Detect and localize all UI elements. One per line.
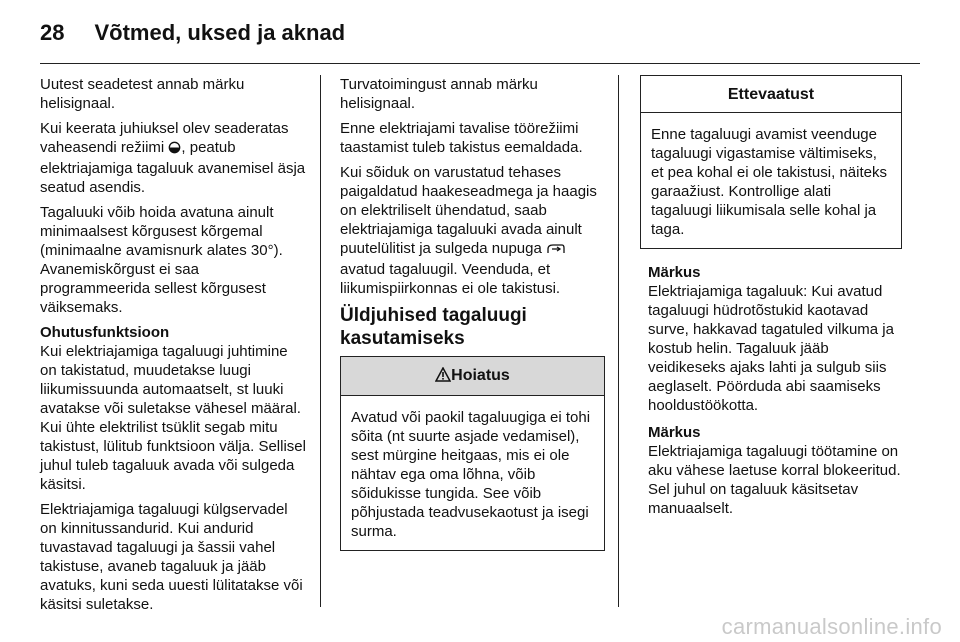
section-heading: Üldjuhised tagaluugi kasutamiseks [340, 305, 527, 349]
note-title: Märkus [648, 424, 701, 441]
paragraph: Kui elektriajamiga tagaluugi juhtimine on takistatud, muudetakse luugi liikumissuunda automaatselt, st luuki avatakse või suletakse vähesel määral. Kui ühte elektrilist tsüklit segab mitu takistust, lülitub funktsioon välja. Sellisel juhul tuleb tagaluuk avada või sulgeda käsitsi. [40, 343, 306, 493]
column-divider-1 [320, 75, 321, 607]
notes [640, 263, 902, 518]
column-divider-2 [618, 75, 619, 607]
caution-box-body [641, 113, 901, 248]
column-2 [340, 75, 605, 567]
paragraph: Elektriajamiga tagaluugi külgservadel on kinnitussandurid. Kui andurid tuvastavad tagaluugi ja šassii vahel takistuse, avaneb tagaluuk ja jääb avatuks, kuni seda uuesti lülitatakse või käsitsi suletakse. [40, 501, 303, 613]
warning-box-header [341, 357, 604, 396]
note-title: Märkus [648, 264, 701, 281]
page-header [40, 16, 345, 50]
note-text: Elektriajamiga tagaluugi töötamine on aku vähese laetuse korral blokeeritud. Sel juhul on tagaluuk käsitsetav manuaalselt. [648, 443, 901, 517]
paragraph: Uutest seadetest annab märku helisignaal. [40, 76, 245, 112]
half-circle-mode-icon [168, 140, 181, 159]
tailgate-close-icon [546, 241, 566, 260]
caution-text: Enne tagaluugi avamist veenduge tagaluugi vigastamise vältimiseks, et pea kohal ei ole takistusi, näiteks garaažiust. Kontrollige alati tagaluugi liikumisala selle kohal ja taga. [651, 126, 887, 238]
warning-title: Hoiatus [451, 367, 510, 384]
caution-box-header: Ettevaatust [641, 76, 901, 113]
paragraph: Tagaluuki võib hoida avatuna ainult minimaalsest kõrgusest kõrgemal (minimaalne avamisnurk alates 30°). Avanemiskõrgust ei saa programmeerida sellest kõrgusest väiksemaks. [40, 204, 283, 316]
column-3 [640, 75, 902, 518]
warning-box [340, 356, 605, 551]
header-rule [40, 63, 920, 64]
paragraph-mode: Kui keerata juhiuksel olev seaderatas vaheasendi režiimi , peatub elektriajamiga tagaluuk avanemisel äsja seatud asendis. [40, 120, 306, 196]
warning-triangle-icon [435, 367, 451, 387]
paragraph-close-button: Kui sõiduk on varustatud tehases paigaldatud haakeseadmega ja haagis on elektriliselt ühendatud, saab elektriajamiga tagaluuki avada ainult puutelülitist ja sulgeda nupuga avatud tagaluugil. Veenduda, et liikumispiirkonnas ei ole takistusi. [340, 164, 597, 297]
watermark: carmanualsonline.info [721, 614, 942, 639]
page-number: 28 [40, 20, 65, 45]
subheading-safety-function: Ohutusfunktsioon [40, 324, 170, 341]
warning-box-body [341, 396, 604, 550]
paragraph: Enne elektriajami tavalise töörežiimi taastamist tuleb takistus eemaldada. [340, 120, 583, 156]
chapter-title: Võtmed, uksed ja aknad [94, 20, 346, 45]
column-1 [40, 75, 308, 620]
warning-text: Avatud või paokil tagaluugiga ei tohi sõita (nt suurte asjade vedamisel), sest mürgine heitgaas, mis ei ole nähtav ega oma lõhna, võib sõidukisse tungida. See võib põhjustada teadvusekaotust ja isegi surma. [351, 409, 591, 540]
note-text: Elektriajamiga tagaluuk: Kui avatud tagaluugi hüdrotõstukid kaotavad surve, hakkavad tagatuled vilkuma ja kostub helin. Tagaluuk jääb veidikeseks ajaks lahti ja sulgub siis aeglaselt. Pöörduda abi saamiseks hooldustöökotta. [648, 283, 894, 414]
paragraph: Turvatoimingust annab märku helisignaal. [340, 76, 538, 112]
caution-box [640, 75, 902, 249]
